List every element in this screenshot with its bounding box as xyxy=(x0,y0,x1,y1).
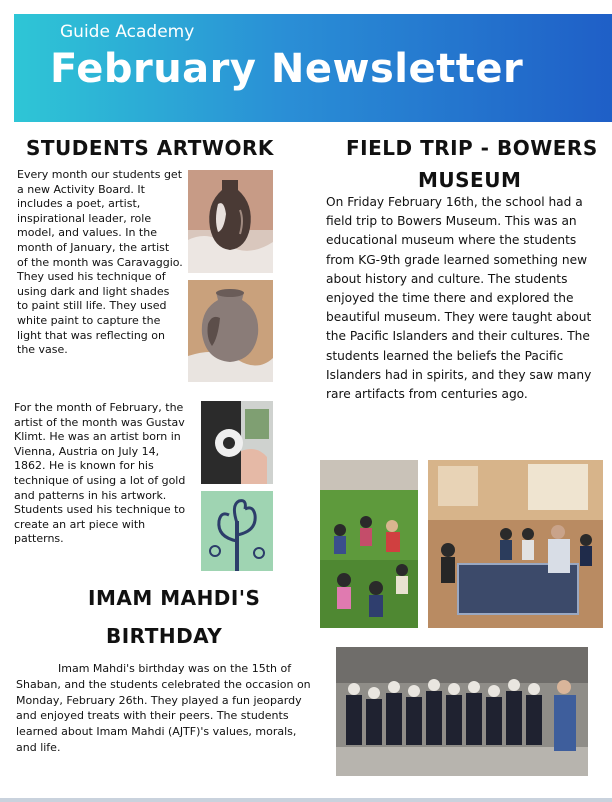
vase-painting-2-image xyxy=(188,280,273,382)
fieldtrip-heading-line-1: FIELD TRIP - BOWERS xyxy=(346,136,598,160)
fieldtrip-paragraph: On Friday February 16th, the school had a field trip to Bowers Museum. This was an educational museum where the students from KG-9th grade learned something new about history and culture. The students enjoyed the time there and explored the beautiful museum. They were taught about the Pacific Islanders and their cultures. The students learned the beliefs the Pacific Islanders had in spirits, and they saw many rare artifacts from centuries ago. xyxy=(326,195,592,402)
page-bottom-border xyxy=(0,798,612,802)
museum-exhibit-photo-image xyxy=(428,460,603,628)
birthday-paragraph: Imam Mahdi's birthday was on the 15th of Shaban, and the students celebrated the occasion on Monday, February 26th. They played a fun jeopardy and enjoyed treats with their peers. The students learned about Imam Mahdi (AJTF)'s values, morals, and life. xyxy=(16,662,311,754)
school-name: Guide Academy xyxy=(60,22,195,42)
artwork-paragraph-2: For the month of February, the artist of the month was Gustav Klimt. He was an artist born in Vienna, Austria on July 14, 1862. He is known for his technique of using a lot of gold and patterns in his artwork. Students used his technique to create an art piece with patterns. xyxy=(14,401,186,546)
birthday-heading-line-1: IMAM MAHDI'S xyxy=(88,586,261,610)
header-banner xyxy=(14,14,612,122)
students-on-grass-photo-image xyxy=(320,460,418,628)
vase-painting-1-image xyxy=(188,170,273,273)
artwork-heading: STUDENTS ARTWORK xyxy=(26,136,274,160)
birthday-heading-line-2: BIRTHDAY xyxy=(106,624,223,648)
fieldtrip-heading-line-2: MUSEUM xyxy=(418,168,522,192)
group-photo-image xyxy=(336,647,588,776)
klimt-art-photo-image xyxy=(201,401,273,484)
klimt-tree-pattern-image xyxy=(201,491,273,571)
newsletter-title: February Newsletter xyxy=(50,46,524,92)
artwork-paragraph-1: Every month our students get a new Activity Board. It includes a poet, artist, inspirational leader, role model, and values. In the month of January, the artist of the month was Caravaggio. They used his technique of using dark and light shades to paint still life. They used white paint to capture the light that was reflecting on the vase. xyxy=(17,168,183,357)
